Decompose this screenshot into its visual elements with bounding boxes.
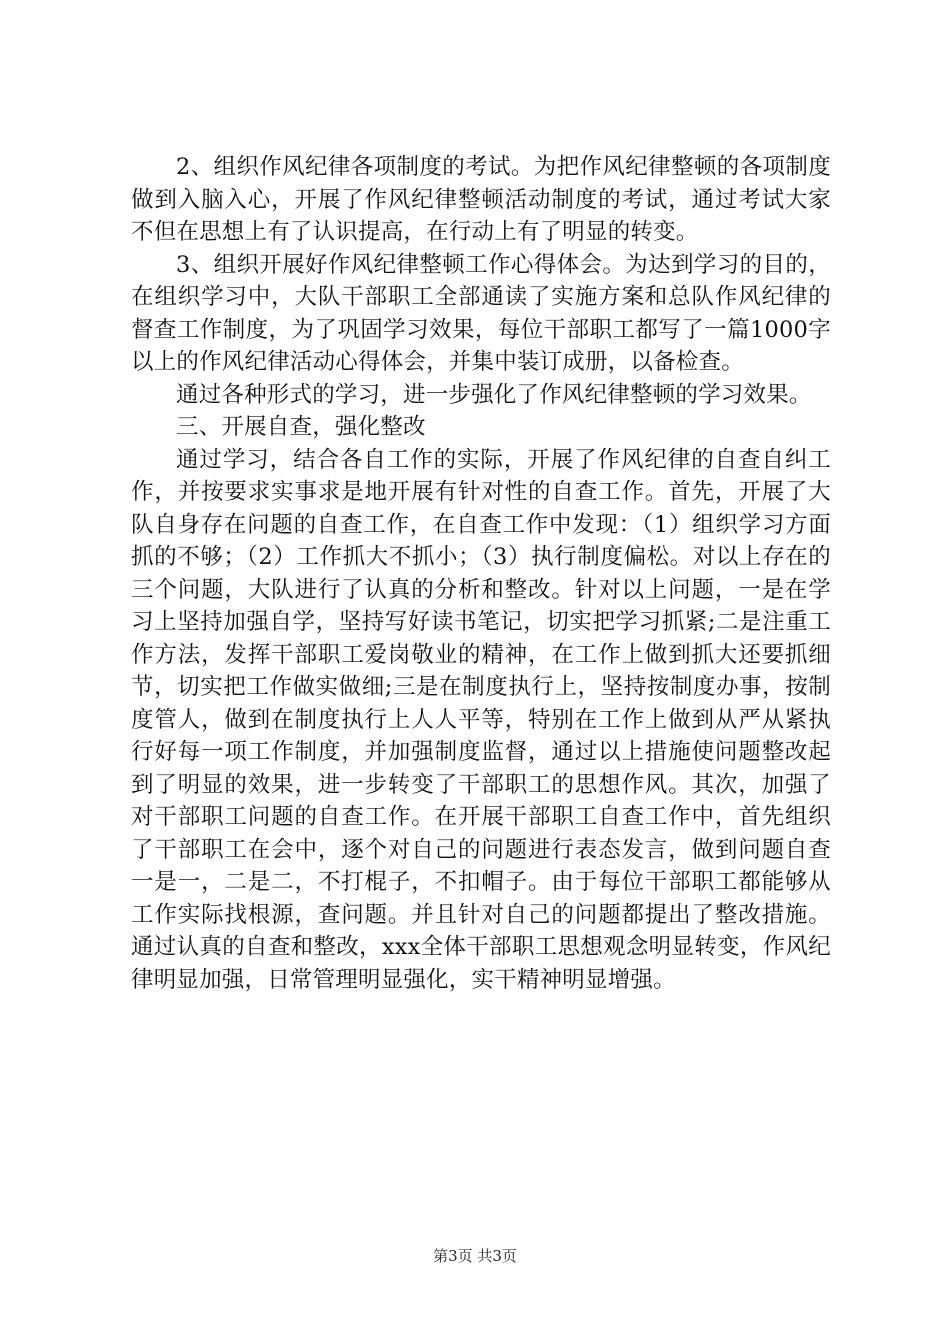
document-body [131,151,831,996]
paragraph-summary: 通过各种形式的学习，进一步强化了作风纪律整顿的学习效果。 [176,381,812,408]
section-heading: 三、开展自查，强化整改 [176,414,426,440]
paragraph-experience: 3、组织开展好作风纪律整顿工作心得体会。为达到学习的目的，在组织学习中，大队干部职工全部通读了实施方案和总队作风纪律的督查工作制度，为了巩固学习效果，每位干部职工都写了一篇1000字以上的作风纪律活动心得体会，并集中装订成册，以备检查。 [131,251,831,375]
paragraph-exam: 2、组织作风纪律各项制度的考试。为把作风纪律整顿的各项制度做到入脑入心，开展了作风纪律整顿活动制度的考试，通过考试大家不但在思想上有了认识提高，在行动上有了明显的转变。 [131,154,831,245]
paragraph-self-check: 通过学习，结合各自工作的实际，开展了作风纪律的自查自纠工作，并按要求实事求是地开展有针对性的自查工作。首先，开展了大队自身存在问题的自查工作，在自查工作中发现：（1）组织学习方面抓的不够；（2）工作抓大不抓小；（3）执行制度偏松。对以上存在的三个问题，大队进行了认真的分析和整改。针对以上问题，一是在学习上坚持加强自学，坚持写好读书笔记，切实把学习抓紧;二是注重工作方法，发挥干部职工爱岗敬业的精神，在工作上做到抓大还要抓细节，切实把工作做实做细;三是在制度执行上，坚持按制度办事，按制度管人，做到在制度执行上人人平等，特别在工作上做到从严从紧执行好每一项工作制度，并加强制度监督，通过以上措施使问题整改起到了明显的效果，进一步转变了干部职工的思想作风。其次，加强了对干部职工问题的自查工作。在开展干部职工自查工作中，首先组织了干部职工在会中，逐个对自己的问题进行表态发言，做到问题自查一是一，二是二，不打棍子，不扣帽子。由于每位干部职工都能够从工作实际找根源，查问题。并且针对自己的问题都提出了整改措施。通过认真的自查和整改，xxx全体干部职工思想观念明显转变，作风纪律明显加强，日常管理明显强化，实干精神明显增强。 [131,446,831,993]
page-footer: 第3页 共3页 [433,1247,517,1265]
